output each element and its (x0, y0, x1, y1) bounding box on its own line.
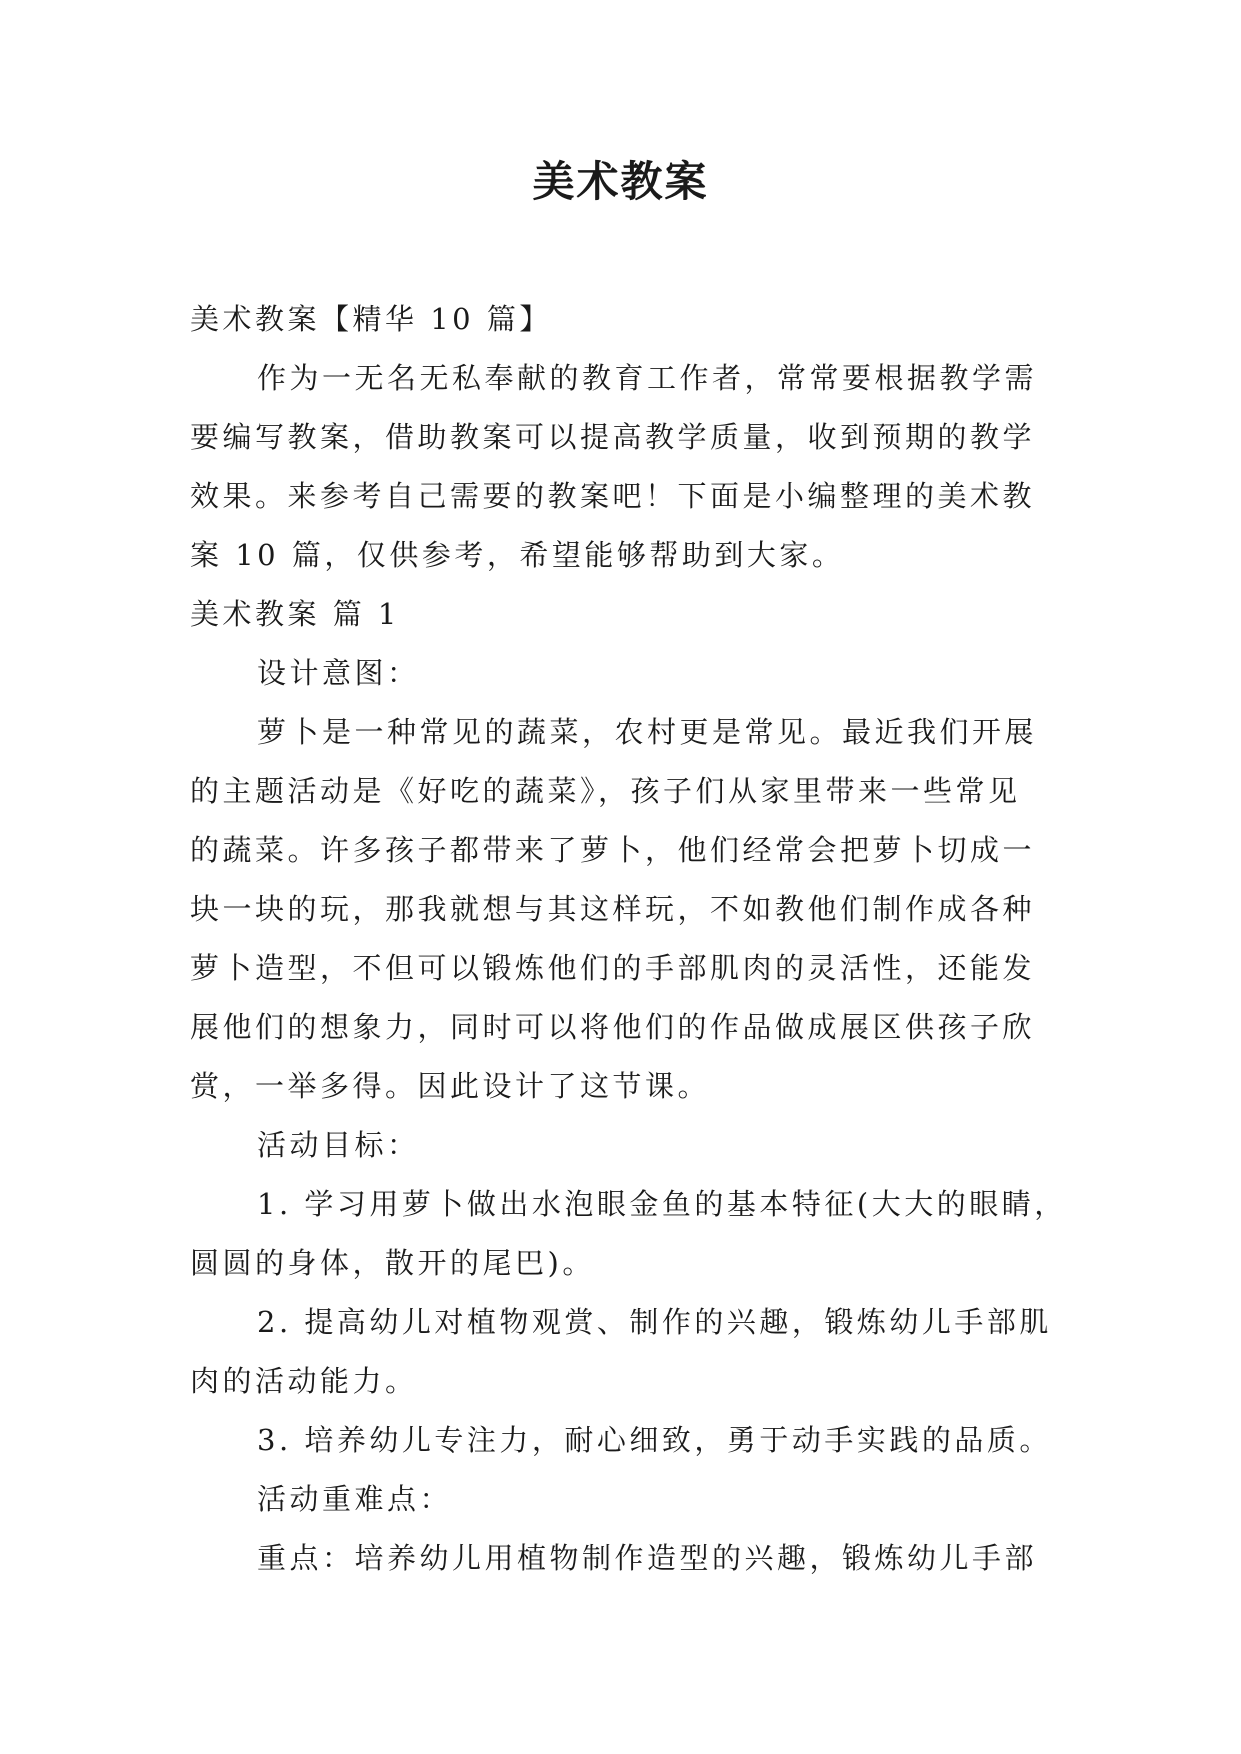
text-line: 活动重难点： (257, 1482, 453, 1516)
text-line: 肉的活动能力。 (190, 1364, 418, 1398)
text-line: 案 10 篇，仅供参考，希望能够帮助到大家。 (190, 538, 845, 572)
text-line: 3. 培养幼儿专注力，耐心细致，勇于动手实践的品质。 (257, 1423, 1052, 1457)
text-line: 赏，一举多得。因此设计了这节课。 (190, 1069, 711, 1103)
document-title: 美术教案 (532, 157, 709, 206)
text-line: 展他们的想象力，同时可以将他们的作品做成展区供孩子欣 (190, 1010, 1036, 1044)
text-line: 美术教案 篇 1 (190, 597, 400, 631)
text-line: 活动目标： (257, 1128, 420, 1162)
text-line: 块一块的玩，那我就想与其这样玩，不如教他们制作成各种 (190, 892, 1036, 926)
text-line: 要编写教案，借助教案可以提高教学质量，收到预期的教学 (190, 420, 1036, 454)
text-line: 设计意图： (257, 656, 420, 690)
text-line: 1. 学习用萝卜做出水泡眼金鱼的基本特征(大大的眼睛， (257, 1187, 1067, 1221)
text-line: 的蔬菜。许多孩子都带来了萝卜，他们经常会把萝卜切成一 (190, 833, 1036, 867)
document-body (190, 290, 1067, 1588)
text-line: 圆圆的身体，散开的尾巴)。 (190, 1246, 595, 1280)
text-line: 萝卜造型，不但可以锻炼他们的手部肌肉的灵活性，还能发 (190, 951, 1036, 985)
text-line: 重点：培养幼儿用植物制作造型的兴趣，锻炼幼儿手部 (257, 1541, 1038, 1575)
text-line: 效果。来参考自己需要的教案吧！下面是小编整理的美术教 (190, 479, 1036, 513)
text-line: 的主题活动是《好吃的蔬菜》，孩子们从家里带来一些常见 (190, 774, 1021, 808)
text-line: 2. 提高幼儿对植物观赏、制作的兴趣，锻炼幼儿手部肌 (257, 1305, 1052, 1339)
text-line: 作为一无名无私奉献的教育工作者，常常要根据教学需 (257, 361, 1038, 395)
text-line: 美术教案【精华 10 篇】 (190, 302, 552, 336)
text-line: 萝卜是一种常见的蔬菜，农村更是常见。最近我们开展 (257, 715, 1038, 749)
